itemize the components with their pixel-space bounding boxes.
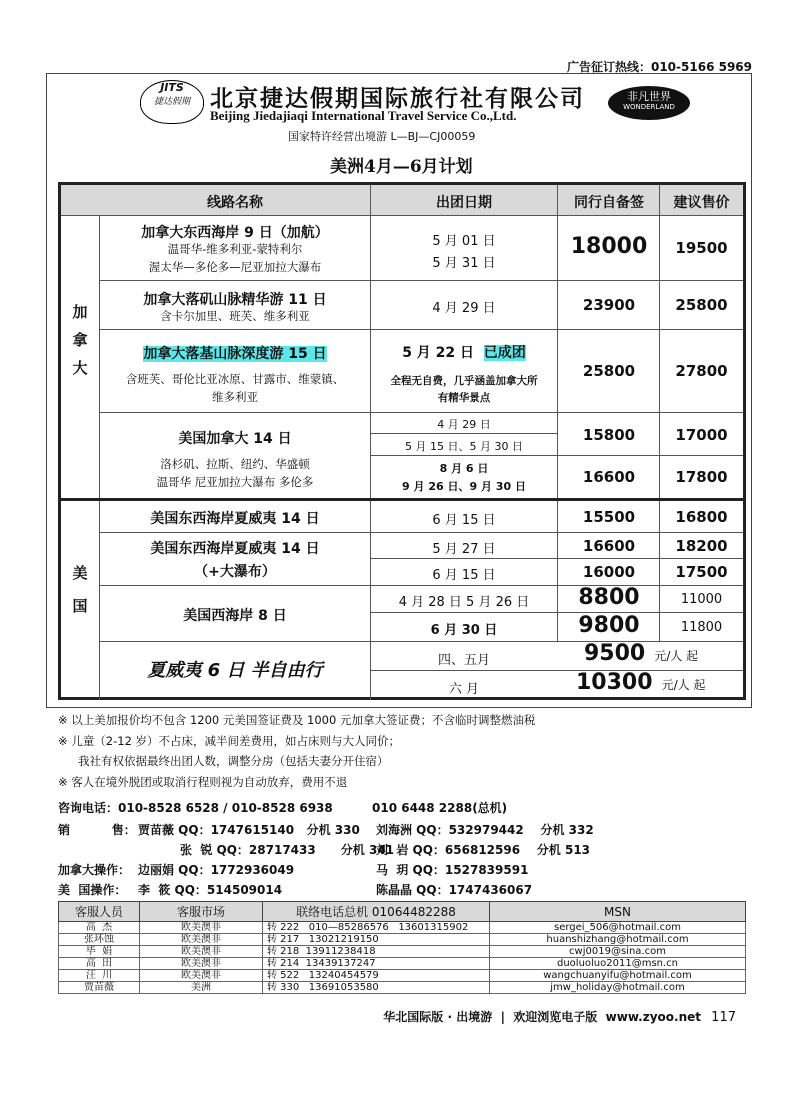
sales-contact: 贾苗薇 QQ：1747615140 分机 330 [138,823,360,837]
departure-date: 四、五月 [437,653,490,668]
usa-ops-label: 美 国操作： [58,883,127,897]
price-unit: 元/人 起 [654,649,699,663]
suggested-price: 17000 [675,426,728,444]
col-header-route: 线路名称 [207,195,263,211]
jits-logo [140,80,204,124]
net-price: 9800 [578,613,640,638]
cs-phone: 转 222 010—85286576 13601315902 [263,922,490,934]
usa-ops-contact: 陈晶晶 QQ：1747436067 [376,883,533,897]
cs-phone: 转 218 13911238418 [263,946,490,958]
departure-date: 9 月 26 日、9 月 30 日 [402,480,526,493]
price-unit: 元/人 起 [661,678,706,692]
note-line: 我社有权依据最终出团人数，调整分房（包括夫妻分开住宿） [78,754,389,768]
route-name: 美国东西海岸夏威夷 14 日 [150,541,320,557]
cs-header: 客服市场 [140,902,263,922]
license-number: 国家特许经营出境游 L—BJ—CJ00059 [288,130,476,143]
route-name-extra: （+大瀑布） [194,564,276,580]
departure-date: 六 月 [448,682,480,697]
departure-date: 6 月 15 日 [432,513,496,528]
note-line: ※ 以上美加报价均不包含 1200 元美国签证费及 1000 元加拿大签证费；不含临时调整燃油税 [58,713,536,727]
suggested-price: 18200 [675,537,728,555]
cs-phone: 转 214 13439137247 [263,958,490,970]
departure-date: 5 月 22 日 [402,345,475,361]
route-detail: 含班芙、哥伦比亚冰原、甘露市、维蒙镇、 [125,372,345,386]
suggested-price: 17800 [675,468,728,486]
cs-msn: cwj0019@sina.com [490,946,746,958]
cs-market: 欧美澳非 [140,946,263,958]
net-price: 16600 [582,468,636,486]
departure-date: 5 月 27 日 [432,542,496,557]
cs-name: 高 田 [59,958,140,970]
table-row [59,970,746,982]
company-name-cn: 北京捷达假期国际旅行社有限公司 [210,85,585,112]
sales-label: 销 售： [58,823,136,837]
suggested-price: 17500 [675,563,728,581]
package-price-cell [560,641,743,666]
table-row [59,934,746,946]
route-detail: 温哥华 尼亚加拉大瀑布 多伦多 [156,475,314,489]
suggested-price: 19500 [675,239,728,257]
net-price: 16600 [582,537,636,555]
package-price: 9500 [584,641,646,666]
usa-ops-contact: 李 筱 QQ：514509014 [138,883,283,897]
route-note: 全程无自费，几乎涵盖加拿大所 [390,375,538,387]
departure-date-cell [371,342,557,362]
departure-date: 4 月 28 日 5 月 26 日 [398,595,530,610]
category-canada: 加 拿 大 [72,303,88,377]
route-name: 美国西海岸 8 日 [183,608,287,624]
phone-label: 咨询电话：010-8528 6528 / 010-8528 6938 [58,801,333,815]
table-row [59,982,746,994]
cs-header: 联络电话总机 01064482288 [263,902,490,922]
net-price: 8800 [578,585,640,610]
cs-msn: duoluoluo2011@msn.cn [490,958,746,970]
wonderland-logo-cn: 非凡世界 [627,90,671,103]
route-name: 美国加拿大 14 日 [178,431,292,447]
route-name: 夏威夷 6 日 半自由行 [147,660,323,681]
footer-text: 华北国际版 · 出境游 | 欢迎浏览电子版 www.zyoo.net [383,1010,701,1024]
net-price: 16000 [582,563,636,581]
table-header-row [59,902,746,922]
cs-market: 欧美澳非 [140,958,263,970]
note-line: ※ 客人在境外脱团或取消行程则视为自动放弃，费用不退 [58,775,348,789]
logo-text: JITS [160,81,184,94]
ad-hotline: 广告征订热线：010-5166 5969 [566,60,752,74]
category-usa: 美 国 [72,564,88,615]
canada-ops-contact: 边丽娟 QQ：1772936049 [138,863,295,877]
cs-phone: 转 217 13021219150 [263,934,490,946]
net-price: 18000 [570,234,648,259]
departure-date: 5 月 15 日、5 月 30 日 [405,440,523,453]
cs-phone: 转 522 13240454579 [263,970,490,982]
cs-market: 欧美澳非 [140,934,263,946]
route-name: 加拿大落矶山脉精华游 11 日 [143,292,327,308]
sales-contact: 张 锐 QQ：28717433 分机 341 [180,843,395,857]
suggested-price: 11000 [680,592,723,607]
cs-market: 欧美澳非 [140,922,263,934]
canada-ops-label: 加拿大操作： [58,863,131,877]
suggested-price: 27800 [675,362,728,380]
status-badge: 已成团 [483,345,526,361]
departure-date: 5 月 31 日 [432,256,496,271]
cs-phone: 转 330 13691053580 [263,982,490,994]
route-detail: 维多利亚 [212,390,258,404]
col-header-price: 建议售价 [673,195,730,211]
route-name: 美国东西海岸夏威夷 14 日 [150,511,320,527]
table-row [59,946,746,958]
logo-subtext: 捷达假期 [153,97,190,107]
cs-name: 毕 娟 [59,946,140,958]
table-row [59,922,746,934]
canada-ops-contact: 马 玥 QQ：1527839591 [376,863,529,877]
route-note: 有精华景点 [437,392,491,404]
departure-date: 4 月 29 日 [437,418,491,431]
cs-msn: sergei_506@hotmail.com [490,922,746,934]
route-highlight: 加拿大落基山脉深度游 15 日 [143,346,327,362]
page-footer [383,1008,736,1025]
col-header-net: 同行自备签 [574,195,644,211]
customer-service-table [58,901,746,994]
departure-date: 4 月 29 日 [432,301,496,316]
cs-name: 高 杰 [59,922,140,934]
sales-contact: 刘 岩 QQ：656812596 分机 513 [376,843,591,857]
cs-header: 客服人员 [59,902,140,922]
cs-msn: huanshizhang@hotmail.com [490,934,746,946]
col-header-date: 出团日期 [436,195,492,211]
cs-market: 欧美澳非 [140,970,263,982]
table-row [59,958,746,970]
company-name-en: Beijing Jiedajiaqi International Travel Service Co.,Ltd. [210,108,517,123]
net-price: 15800 [582,426,636,444]
departure-date: 5 月 01 日 [432,234,496,249]
cs-name: 张环蚀 [59,934,140,946]
sales-contact: 刘海洲 QQ：532979442 分机 332 [376,823,594,837]
departure-date: 6 月 30 日 [430,623,498,638]
suggested-price: 16800 [675,508,728,526]
suggested-price: 11800 [680,620,723,635]
cs-msn: jmw_holiday@hotmail.com [490,982,746,994]
cs-header: MSN [490,902,746,922]
cs-name: 汪 川 [59,970,140,982]
route-detail: 洛杉矶、拉斯、纽约、华盛顿 [160,457,310,471]
net-price: 25800 [582,362,636,380]
phone-main: 010 6448 2288(总机) [372,801,508,815]
plan-title: 美洲4月—6月计划 [330,157,473,177]
cs-msn: wangchuanyifu@hotmail.com [490,970,746,982]
wonderland-logo-en: WONDERLAND [623,103,675,111]
page-number: 117 [711,1010,736,1025]
route-detail: 含卡尔加里、班芙、维多利亚 [160,309,310,323]
package-price: 10300 [576,670,653,695]
suggested-price: 25800 [675,296,728,314]
departure-date: 8 月 6 日 [439,462,489,475]
route-detail: 渥太华—多伦多—尼亚加拉大瀑布 [148,260,322,274]
note-line: ※ 儿童（2-12 岁）不占床，减半间差费用，如占床则与大人同价； [58,734,401,748]
departure-date: 6 月 15 日 [432,568,496,583]
wonderland-logo [608,86,690,120]
route-detail: 温哥华-维多利亚-蒙特利尔 [167,242,303,256]
route-name [100,343,370,363]
cs-name: 贾苗薇 [59,982,140,994]
net-price: 23900 [582,296,636,314]
cs-market: 美洲 [140,982,263,994]
route-name: 加拿大东西海岸 9 日（加航） [141,225,329,241]
net-price: 15500 [582,508,636,526]
package-price-cell [560,670,743,695]
